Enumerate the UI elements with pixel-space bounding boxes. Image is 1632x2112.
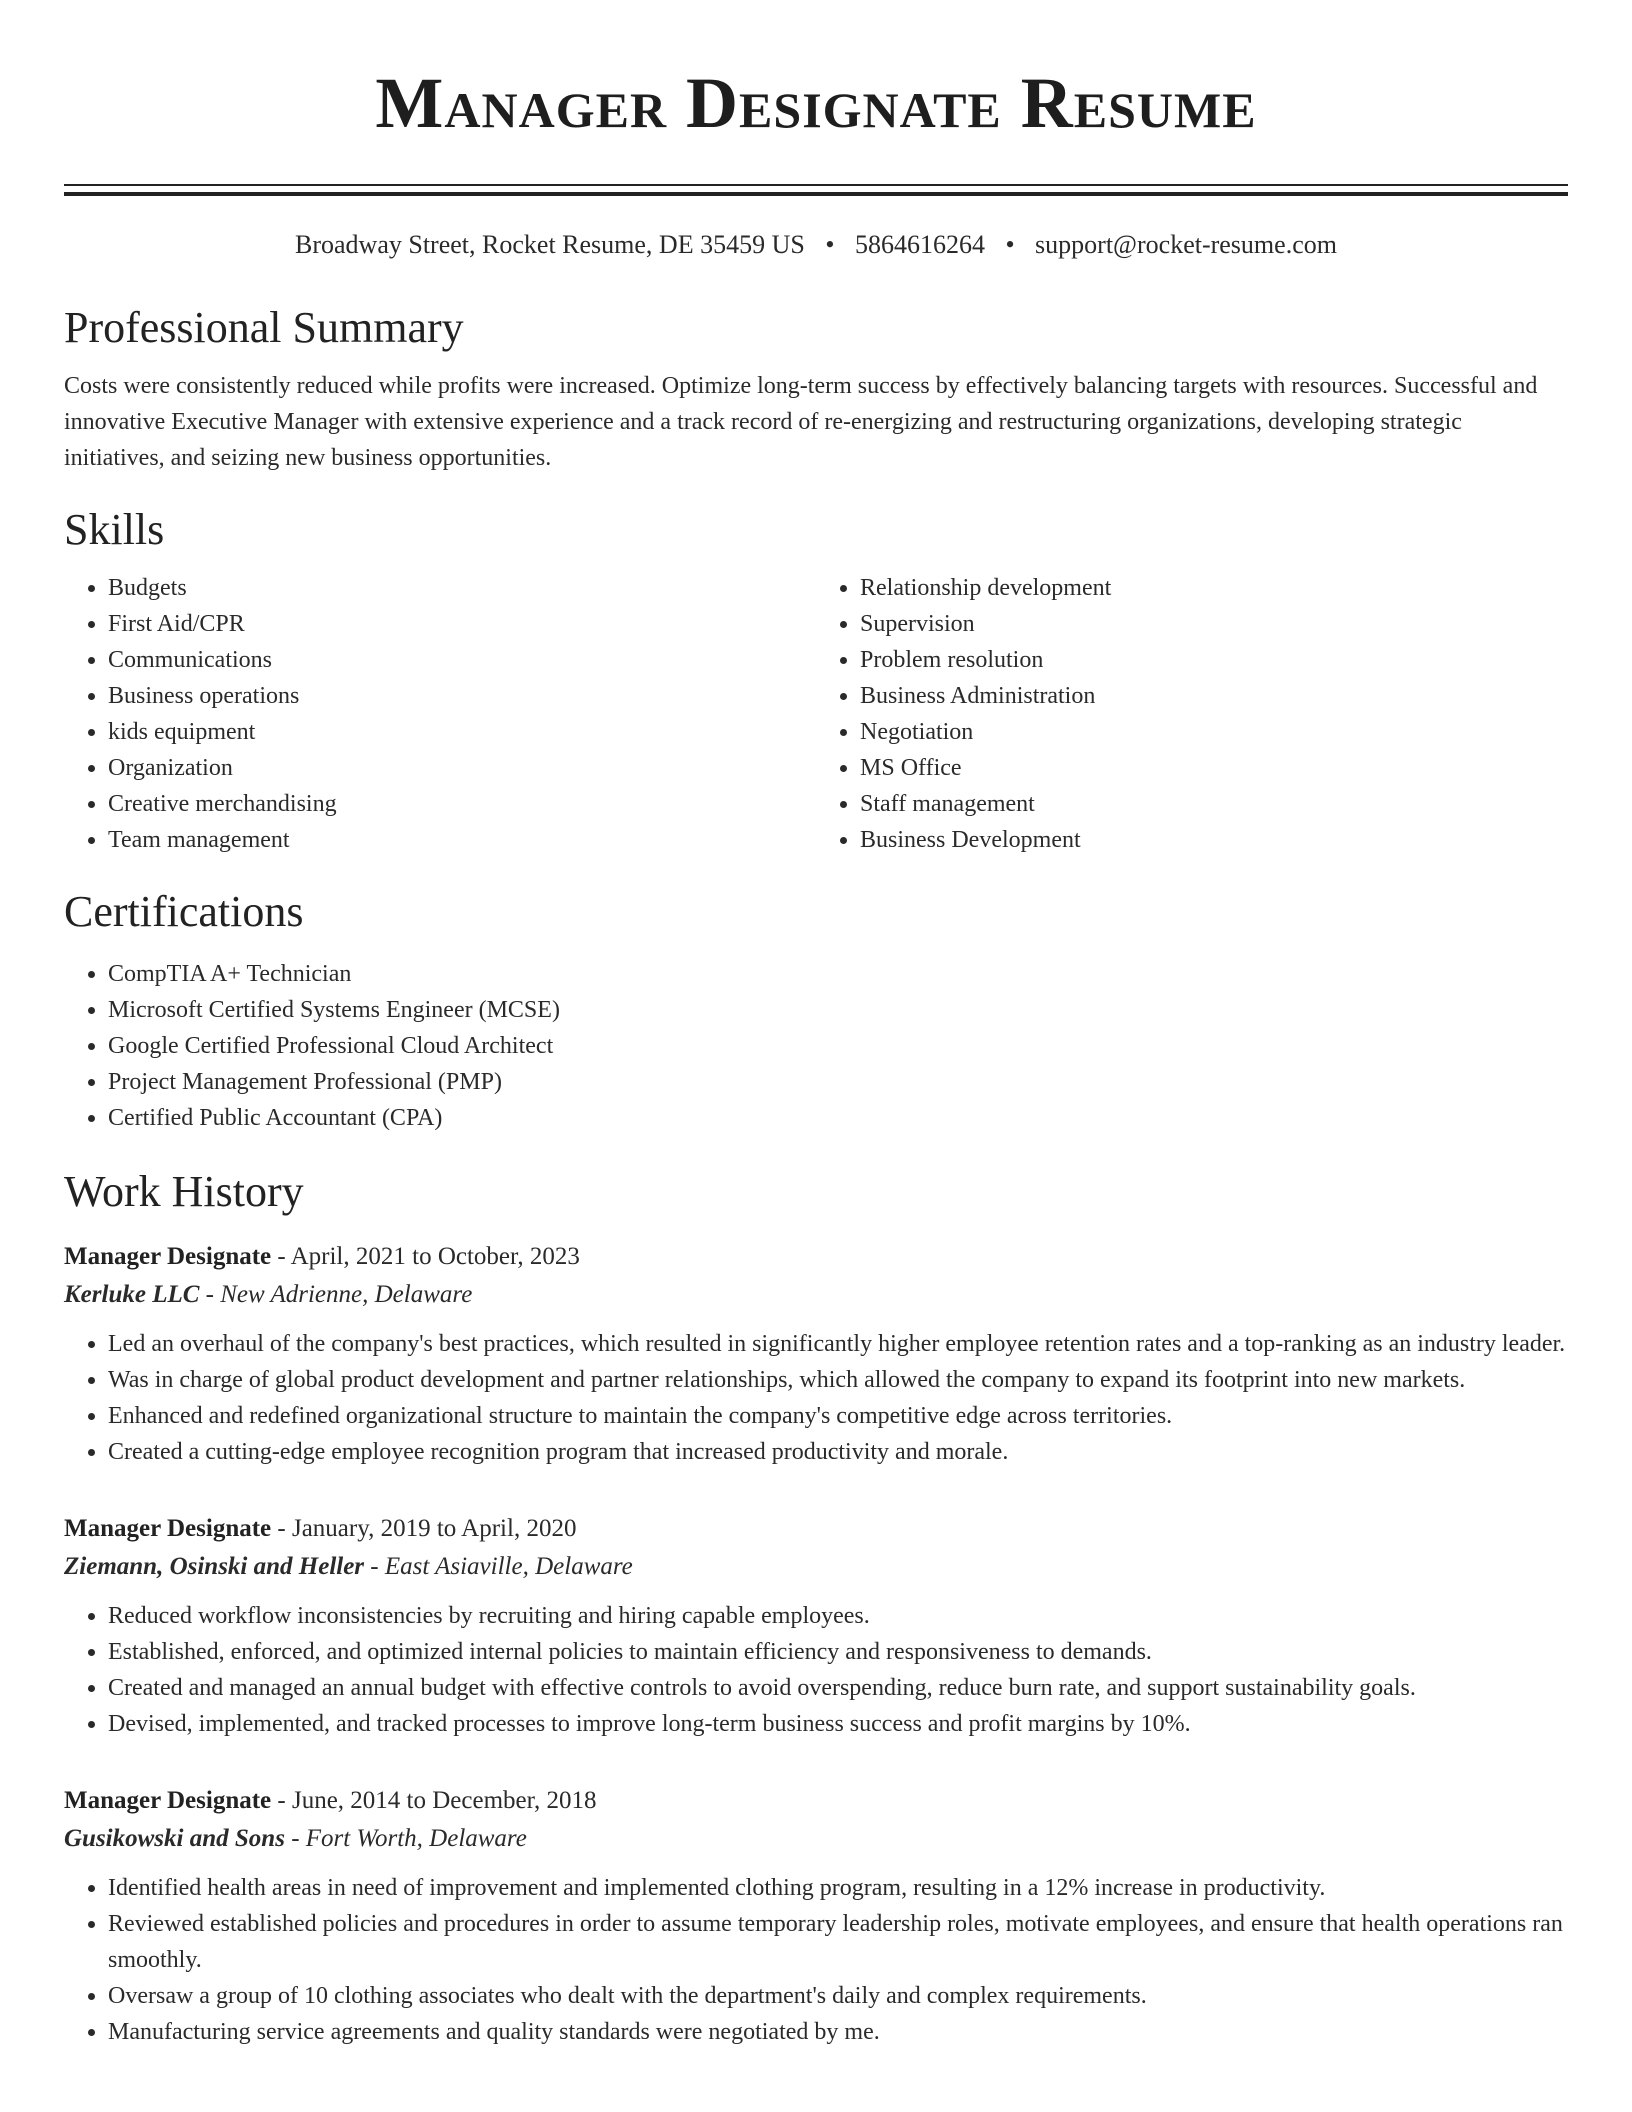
job-entry [64,1510,1568,1742]
skill-item: • kids equipment [108,714,816,750]
certification-item: • CompTIA A+ Technician [108,956,1568,992]
skill-item: • First Aid/CPR [108,606,816,642]
skill-item: • Team management [108,822,816,858]
summary-heading: Professional Summary [64,303,464,352]
job-company: Kerluke LLC [64,1281,200,1308]
skill-item: • Business operations [108,678,816,714]
certification-item: • Microsoft Certified Systems Engineer (MCSE) [108,992,1568,1028]
summary-section [64,300,1568,476]
summary-text: Costs were consistently reduced while profits were increased. Optimize long-term success by effectively balancing targets with resources. Successful and innovative Executive Manager with extensive experience and a track record of re-energizing and restructuring organizations, developing strategic initiatives, and seizing new business opportunities. [64,373,1538,471]
certification-item: • Google Certified Professional Cloud Architect [108,1028,1568,1064]
skill-item: • Budgets [108,570,816,606]
job-bullet: • Manufacturing service agreements and quality standards were negotiated by me. [108,2014,1568,2050]
contact-separator: • [825,230,835,259]
skill-item: • MS Office [860,750,1568,786]
contact-line [64,228,1568,262]
job-bullet: • Reduced workflow inconsistencies by recruiting and hiring capable employees. [108,1598,1568,1634]
job-company: Gusikowski and Sons [64,1825,285,1852]
contact-separator: • [1005,230,1015,259]
title-divider-thick [64,192,1568,196]
job-title-line [64,1782,1568,1820]
job-bullet: • Reviewed established policies and procedures in order to assume temporary leadership roles, motivate employees, and ensure that health operations ran smoothly. [108,1906,1568,1978]
job-bullet: • Devised, implemented, and tracked processes to improve long-term business success and profit margins by 10%. [108,1706,1568,1742]
skills-columns [64,570,1568,858]
job-company-line [64,1820,1568,1858]
job-bullet: • Established, enforced, and optimized internal policies to maintain efficiency and responsiveness to demands. [108,1634,1568,1670]
job-company-line [64,1276,1568,1314]
job-entry [64,1238,1568,1470]
job-title-line [64,1238,1568,1276]
job-bullet: • Created and managed an annual budget with effective controls to avoid overspending, reduce burn rate, and support sustainability goals. [108,1670,1568,1706]
certification-item: • Project Management Professional (PMP) [108,1064,1568,1100]
contact-address: Broadway Street, Rocket Resume, DE 35459 US [295,230,805,259]
skills-list-right [816,570,1568,858]
job-dates: - April, 2021 to October, 2023 [271,1243,580,1270]
job-bullet: • Identified health areas in need of improvement and implemented clothing program, resulting in a 12% increase in productivity. [108,1870,1568,1906]
job-bullets [64,1326,1568,1470]
job-company-line [64,1548,1568,1586]
job-title: Manager Designate [64,1515,272,1542]
skill-item: • Organization [108,750,816,786]
contact-phone: 5864616264 [854,230,985,259]
job-company: Ziemann, Osinski and Heller [64,1553,365,1580]
job-bullet: • Oversaw a group of 10 clothing associates who dealt with the department's daily and complex requirements. [108,1978,1568,2014]
resume-title: Manager Designate Resume [375,63,1257,143]
job-location: - New Adrienne, Delaware [199,1281,473,1308]
skills-section [64,502,1568,858]
job-dates: - January, 2019 to April, 2020 [271,1515,577,1542]
job-title: Manager Designate [64,1787,272,1814]
skill-item: • Negotiation [860,714,1568,750]
title-divider-thin [64,184,1568,186]
skills-list-left [64,570,816,858]
skill-item: • Supervision [860,606,1568,642]
skill-item: • Creative merchandising [108,786,816,822]
job-bullets [64,1870,1568,2050]
contact-email: support@rocket-resume.com [1035,230,1337,259]
job-bullets [64,1598,1568,1742]
skill-item: • Staff management [860,786,1568,822]
skill-item: • Business Development [860,822,1568,858]
job-dates: - June, 2014 to December, 2018 [271,1787,597,1814]
skill-item: • Problem resolution [860,642,1568,678]
certifications-section [64,884,1568,1136]
job-bullet: • Was in charge of global product development and partner relationships, which allowed the company to expand its footprint into new markets. [108,1362,1568,1398]
job-location: - East Asiaville, Delaware [364,1553,633,1580]
certifications-heading: Certifications [64,887,304,936]
skill-item: • Relationship development [860,570,1568,606]
skills-heading: Skills [64,505,165,554]
job-entry [64,1782,1568,2050]
job-title-line [64,1510,1568,1548]
skill-item: • Communications [108,642,816,678]
skill-item: • Business Administration [860,678,1568,714]
work-history-section [64,1164,1568,2050]
job-bullet: • Led an overhaul of the company's best practices, which resulted in significantly higher employee retention rates and a top-ranking as an industry leader. [108,1326,1568,1362]
job-location: - Fort Worth, Delaware [284,1825,527,1852]
certification-item: • Certified Public Accountant (CPA) [108,1100,1568,1136]
job-bullet: • Enhanced and redefined organizational structure to maintain the company's competitive edge across territories. [108,1398,1568,1434]
work-history-heading: Work History [64,1167,304,1216]
job-bullet: • Created a cutting-edge employee recognition program that increased productivity and morale. [108,1434,1568,1470]
certifications-list [64,956,1568,1136]
job-title: Manager Designate [64,1243,272,1270]
